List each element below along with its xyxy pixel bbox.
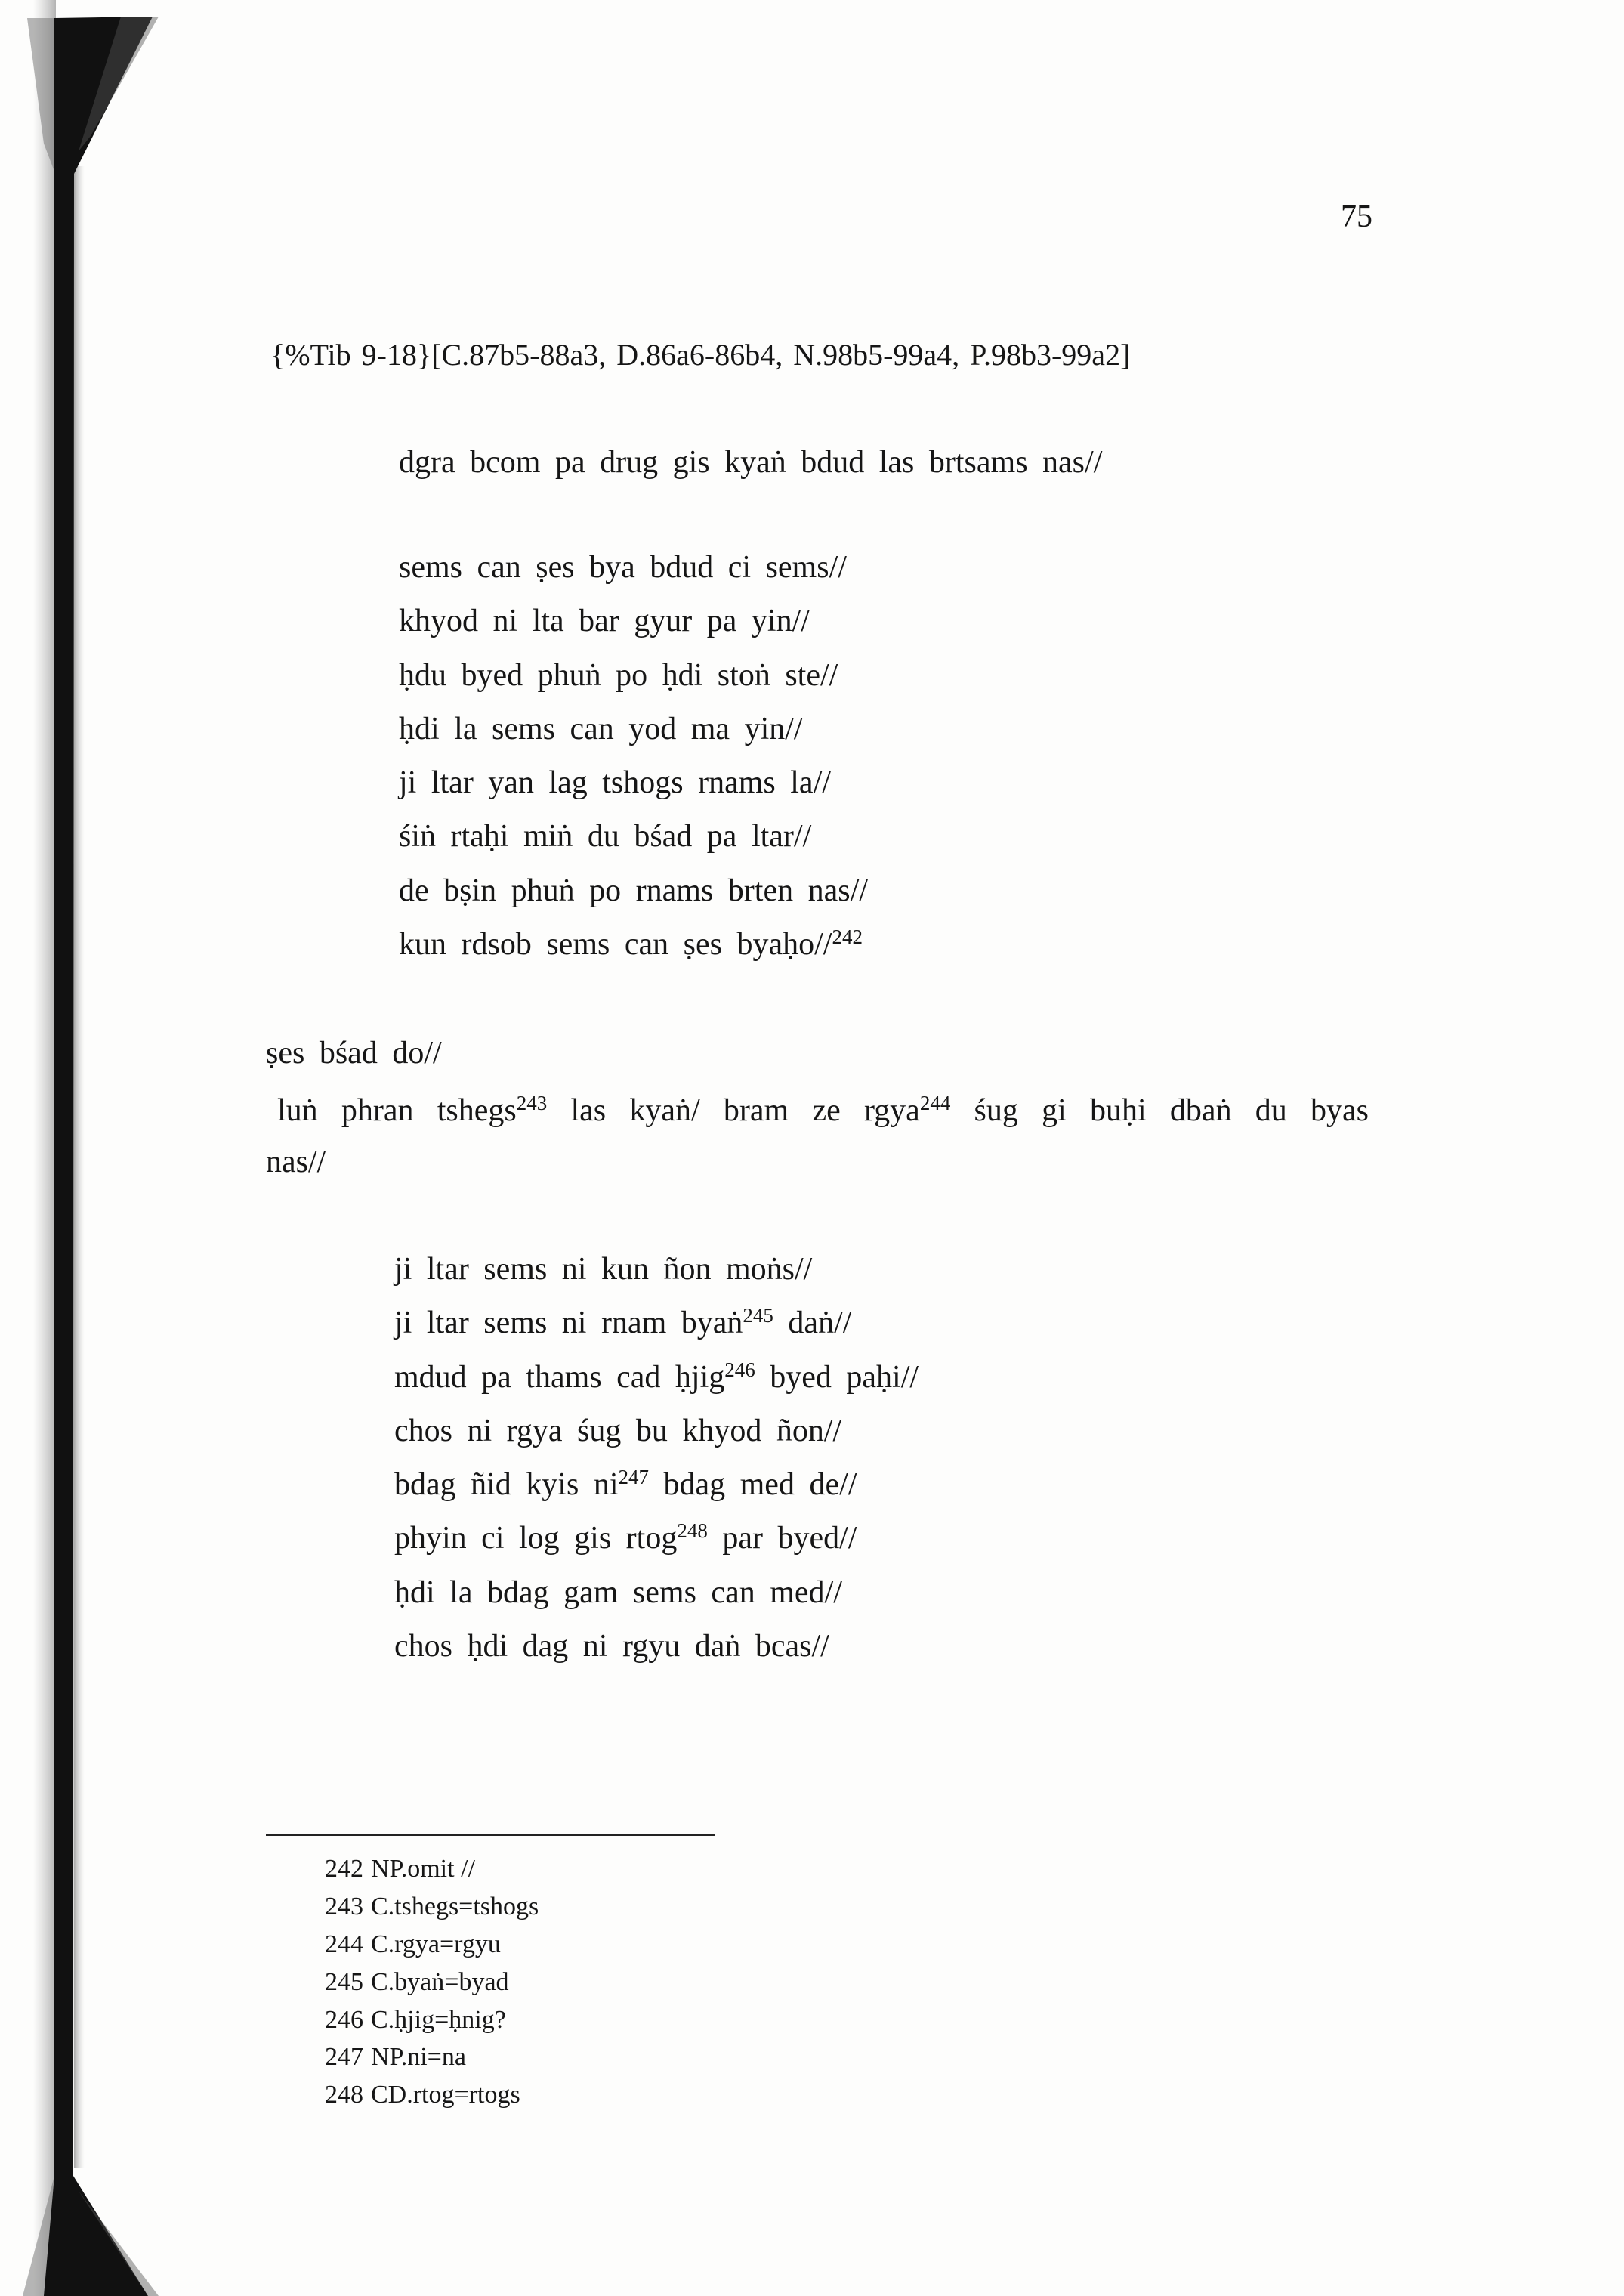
footnote-number: 247 — [325, 2043, 363, 2072]
footnote-number: 245 — [325, 1967, 363, 1996]
verse-line-text: mdud pa thams cad ḥjig — [394, 1359, 725, 1395]
verse-line: ji ltar yan lag tshogs rnams la// — [399, 765, 831, 801]
verse-line-text: ji ltar sems ni rnam byaṅ — [394, 1306, 743, 1341]
footnote-number: 244 — [325, 1930, 363, 1958]
binding-shadow — [0, 0, 174, 2296]
source-header: {%Tib 9-18}[C.87b5-88a3, D.86a6-86b4, N.98b5-99a4, P.98b3-99a2] — [270, 338, 1131, 372]
footnote-text: NP.omit // — [371, 1855, 475, 1883]
verse-line: śiṅ rtaḥi miṅ du bśad pa ltar// — [399, 819, 812, 854]
verse-line — [394, 1351, 919, 1404]
footnote-ref: 245 — [743, 1304, 773, 1327]
footnote — [325, 1926, 539, 1964]
verse-line — [394, 1512, 919, 1565]
verse-line — [394, 1296, 919, 1350]
closing-line: ṣes bśad do// — [266, 1036, 442, 1071]
verse-line — [394, 1458, 919, 1512]
verse-line: de bṣin phuṅ po rnams brten nas// — [399, 873, 868, 908]
verse-line: chos ḥdi dag ni rgyu daṅ bcas// — [394, 1629, 829, 1664]
footnote — [325, 1850, 539, 1888]
verse-line-text: daṅ// — [773, 1306, 852, 1341]
footnote-number: 248 — [325, 2081, 363, 2109]
footnote-ref: 242 — [832, 926, 863, 949]
verse-line-text: bdag med de// — [649, 1467, 857, 1503]
verse-line: khyod ni lta bar gyur pa yin// — [399, 604, 810, 639]
verse-line-text: byed paḥi// — [755, 1359, 919, 1395]
prose-continuation: nas// — [266, 1145, 326, 1179]
prose-text: śug gi buḥi dbaṅ du byas — [950, 1093, 1369, 1128]
footnote — [325, 1964, 539, 2001]
verse-line: ḥdi la bdag gam sems can med// — [394, 1574, 842, 1610]
binding-shadow-dark — [44, 17, 153, 2296]
footnote — [325, 1888, 539, 1926]
footnote-text: C.ḥjig=ḥnig? — [371, 2005, 506, 2034]
footnote-text: C.tshegs=tshogs — [371, 1892, 539, 1921]
verse-block-2 — [394, 1243, 919, 1673]
verse-line — [399, 918, 868, 972]
footnote-text: NP.ni=na — [371, 2043, 466, 2072]
footnote — [325, 2038, 539, 2076]
prose-text: luṅ phran tshegs — [277, 1093, 517, 1128]
verse-line: ḥdi la sems can yod ma yin// — [399, 711, 803, 746]
verse-line-text: phyin ci log gis rtog — [394, 1521, 678, 1556]
footnote-ref: 247 — [618, 1466, 649, 1489]
verse-line: chos ni rgya śug bu khyod ñon// — [394, 1413, 842, 1448]
verse-line: sems can ṣes bya bdud ci sems// — [399, 550, 847, 585]
verse-line: ji ltar sems ni kun ñon moṅs// — [394, 1252, 813, 1287]
footnote — [325, 2076, 539, 2114]
page-number: 75 — [1341, 199, 1372, 234]
binding-shadow-soft-edge — [74, 166, 85, 2168]
footnote-text: C.byaṅ=byad — [371, 1967, 509, 1996]
prose-text: las kyaṅ/ bram ze rgya — [547, 1093, 920, 1128]
verse-line-text: kun rdsob sems can ṣes byaḥo// — [399, 927, 832, 963]
footnote-ref: 244 — [919, 1092, 951, 1114]
footnote-number: 246 — [325, 2005, 363, 2034]
footnote-number: 243 — [325, 1892, 363, 1921]
footnote-ref: 248 — [677, 1519, 708, 1543]
verse-line: ḥdu byed phuṅ po ḥdi stoṅ ste// — [399, 657, 838, 693]
verse-line-text: bdag ñid kyis ni — [394, 1467, 619, 1503]
footnote — [325, 2001, 539, 2039]
footnote-text: CD.rtog=rtogs — [371, 2081, 520, 2109]
footnotes — [325, 1850, 539, 2114]
intro-line: dgra bcom pa drug gis kyaṅ bdud las brtsams nas// — [399, 445, 1103, 480]
footnote-text: C.rgya=rgyu — [371, 1930, 501, 1958]
verse-block-1 — [399, 541, 868, 972]
footnote-ref: 246 — [724, 1358, 755, 1381]
binding-shadow-soft-edge — [33, 0, 56, 2296]
footnote-ref: 243 — [516, 1092, 548, 1114]
prose-line — [277, 1092, 1369, 1129]
verse-line-text: par byed// — [707, 1521, 857, 1556]
footnote-divider — [266, 1834, 715, 1836]
footnote-number: 242 — [325, 1855, 363, 1883]
